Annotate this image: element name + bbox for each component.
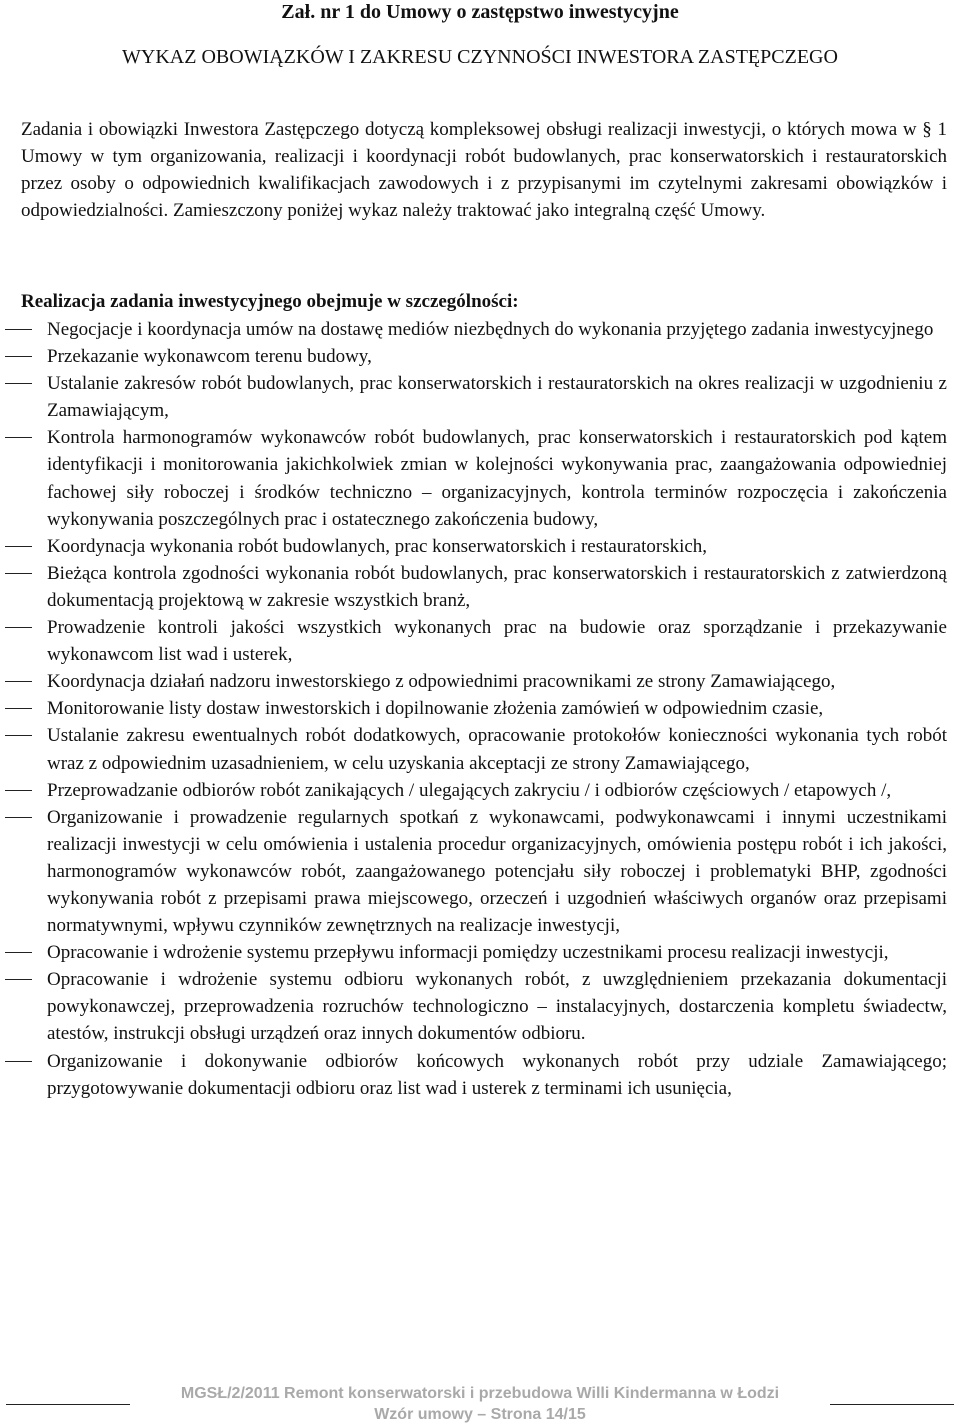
dash-bullet-icon (5, 356, 32, 357)
section-heading: Realizacja zadania inwestycyjnego obejmuje w szczególności: (21, 291, 519, 312)
list-item (0, 695, 960, 722)
dash-bullet-icon (5, 979, 32, 980)
dash-bullet-icon (5, 573, 32, 574)
dash-bullet-icon (5, 681, 32, 682)
list-item-text: Prowadzenie kontroli jakości wszystkich wykonanych prac na budowie oraz sporządzanie i przekazywanie wykonawcom list wad i usterek, (47, 617, 947, 666)
list-item-text: Monitorowanie listy dostaw inwestorskich i dopilnowanie złożenia zamówień w odpowiednim czasie, (47, 698, 824, 720)
list-item-text: Ustalanie zakresu ewentualnych robót dodatkowych, opracowanie protokołów konieczności wykonania tych robót wraz z odpowiednim uzasadnieniem, w celu uzyskania akceptacji ze strony Zamawiającego, (47, 725, 947, 774)
list-item (0, 966, 960, 1047)
intro-paragraph: Zadania i obowiązki Inwestora Zastępczego dotyczą kompleksowej obsługi realizacji inwestycji, o których mowa w § 1 Umowy w tym organizowania, realizacji i koordynacji robót budowlanych, prac konserwatorskich i restauratorskich przez osoby o odpowiednich kwalifikacjach zawodowych i z przypisanymi im czytelnymi zakresami obowiązków i odpowiedzialności. Zamieszczony poniżej wykaz należy traktować jako integralną część Umowy. (21, 119, 947, 221)
list-item-text: Opracowanie i wdrożenie systemu przepływu informacji pomiędzy uczestnikami procesu realizacji inwestycji, (47, 942, 889, 964)
list-item-text: Koordynacja wykonania robót budowlanych, prac konserwatorskich i restauratorskich, (47, 535, 708, 557)
list-item (0, 722, 960, 776)
dash-bullet-icon (5, 627, 32, 628)
list-item (0, 533, 960, 560)
dash-bullet-icon (5, 952, 32, 953)
list-item (0, 777, 960, 804)
list-item (0, 1048, 960, 1102)
list-item-text: Przeprowadzanie odbiorów robót zanikających / ulegających zakryciu / i odbiorów częściowych / etapowych /, (47, 779, 892, 801)
list-item (0, 668, 960, 695)
document-title: WYKAZ OBOWIĄZKÓW I ZAKRESU CZYNNOŚCI INWESTORA ZASTĘPCZEGO (122, 46, 838, 68)
dash-bullet-icon (5, 790, 32, 791)
footer-project: MGSŁ/2/2011 Remont konserwatorski i przebudowa Willi Kindermanna w Łodzi (180, 1385, 780, 1402)
dash-bullet-icon (5, 546, 32, 547)
list-item-text: Organizowanie i dokonywanie odbiorów końcowych wykonanych robót przy udziale Zamawiającego; przygotowywanie dokumentacji odbioru oraz list wad i usterek z terminami ich usunięcia, (47, 1050, 947, 1099)
list-item-text: Przekazanie wykonawcom terenu budowy, (47, 346, 372, 368)
dash-bullet-icon (5, 817, 32, 818)
list-item-text: Koordynacja działań nadzoru inwestorskiego z odpowiednimi pracownikami ze strony Zamawiającego, (47, 671, 836, 693)
list-item-text: Ustalanie zakresów robót budowlanych, prac konserwatorskich i restauratorskich na okres realizacji w uzgodnieniu z Zamawiającym, (47, 373, 947, 422)
dash-bullet-icon (5, 708, 32, 709)
dash-bullet-icon (5, 1061, 32, 1062)
list-item (0, 343, 960, 370)
dash-bullet-icon (5, 735, 32, 736)
list-item-text: Opracowanie i wdrożenie systemu odbioru wykonanych robót, z uwzględnieniem przekazania dokumentacji powykonawczej, przeprowadzenia rozruchów technologiczno – instalacyjnych, dostarczenia kompletu świadectw, atestów, instrukcji obsługi urządzeń oraz innych dokumentów odbioru. (47, 969, 947, 1045)
list-item (0, 424, 960, 532)
dash-bullet-icon (5, 383, 32, 384)
dash-bullet-icon (5, 329, 32, 330)
list-item-text: Negocjacje i koordynacja umów na dostawę mediów niezbędnych do wykonania przyjętego zadania inwestycyjnego (47, 319, 934, 340)
list-item (0, 316, 960, 343)
attachment-heading: Zał. nr 1 do Umowy o zastępstwo inwestycyjne (281, 1, 679, 23)
list-item (0, 804, 960, 939)
list-item (0, 560, 960, 614)
duties-list (0, 316, 960, 1102)
footer-page-label: Wzór umowy – Strona 14/15 (374, 1406, 586, 1423)
list-item-text: Kontrola harmonogramów wykonawców robót budowlanych, prac konserwatorskich i restauratorskich pod kątem identyfikacji i monitorowania jakichkolwiek zmian w kolejności wykonywania prac, zaangażowania odpowiedniej fachowej siły roboczej i środków techniczno – organizacyjnych, kontrola terminów rozpoczęcia i zakończenia wykonywania poszczególnych prac i ostatecznego zakończenia budowy, (47, 427, 947, 530)
list-item (0, 370, 960, 424)
dash-bullet-icon (5, 437, 32, 438)
list-item (0, 614, 960, 668)
list-item-text: Organizowanie i prowadzenie regularnych spotkań z wykonawcami, podwykonawcami i innymi uczestnikami realizacji inwestycji w celu omówienia i ustalenia procedur organizacyjnych, omówienia postępu robót i ich jakości, harmonogramów wykonawców robót, zaangażowanego potencjału siły roboczej i problematyki BHP, zgodności wykonywania robót z przepisami prawa miejscowego, orzeczeń i uzgodnień właściwych organów oraz przepisami normatywnymi, wpływu czynników zewnętrznych na realizacje inwestycji, (47, 806, 947, 937)
list-item (0, 939, 960, 966)
list-item-text: Bieżąca kontrola zgodności wykonania robót budowlanych, prac konserwatorskich i restauratorskich z zatwierdzoną dokumentacją projektową w zakresie wszystkich branż, (47, 562, 947, 611)
